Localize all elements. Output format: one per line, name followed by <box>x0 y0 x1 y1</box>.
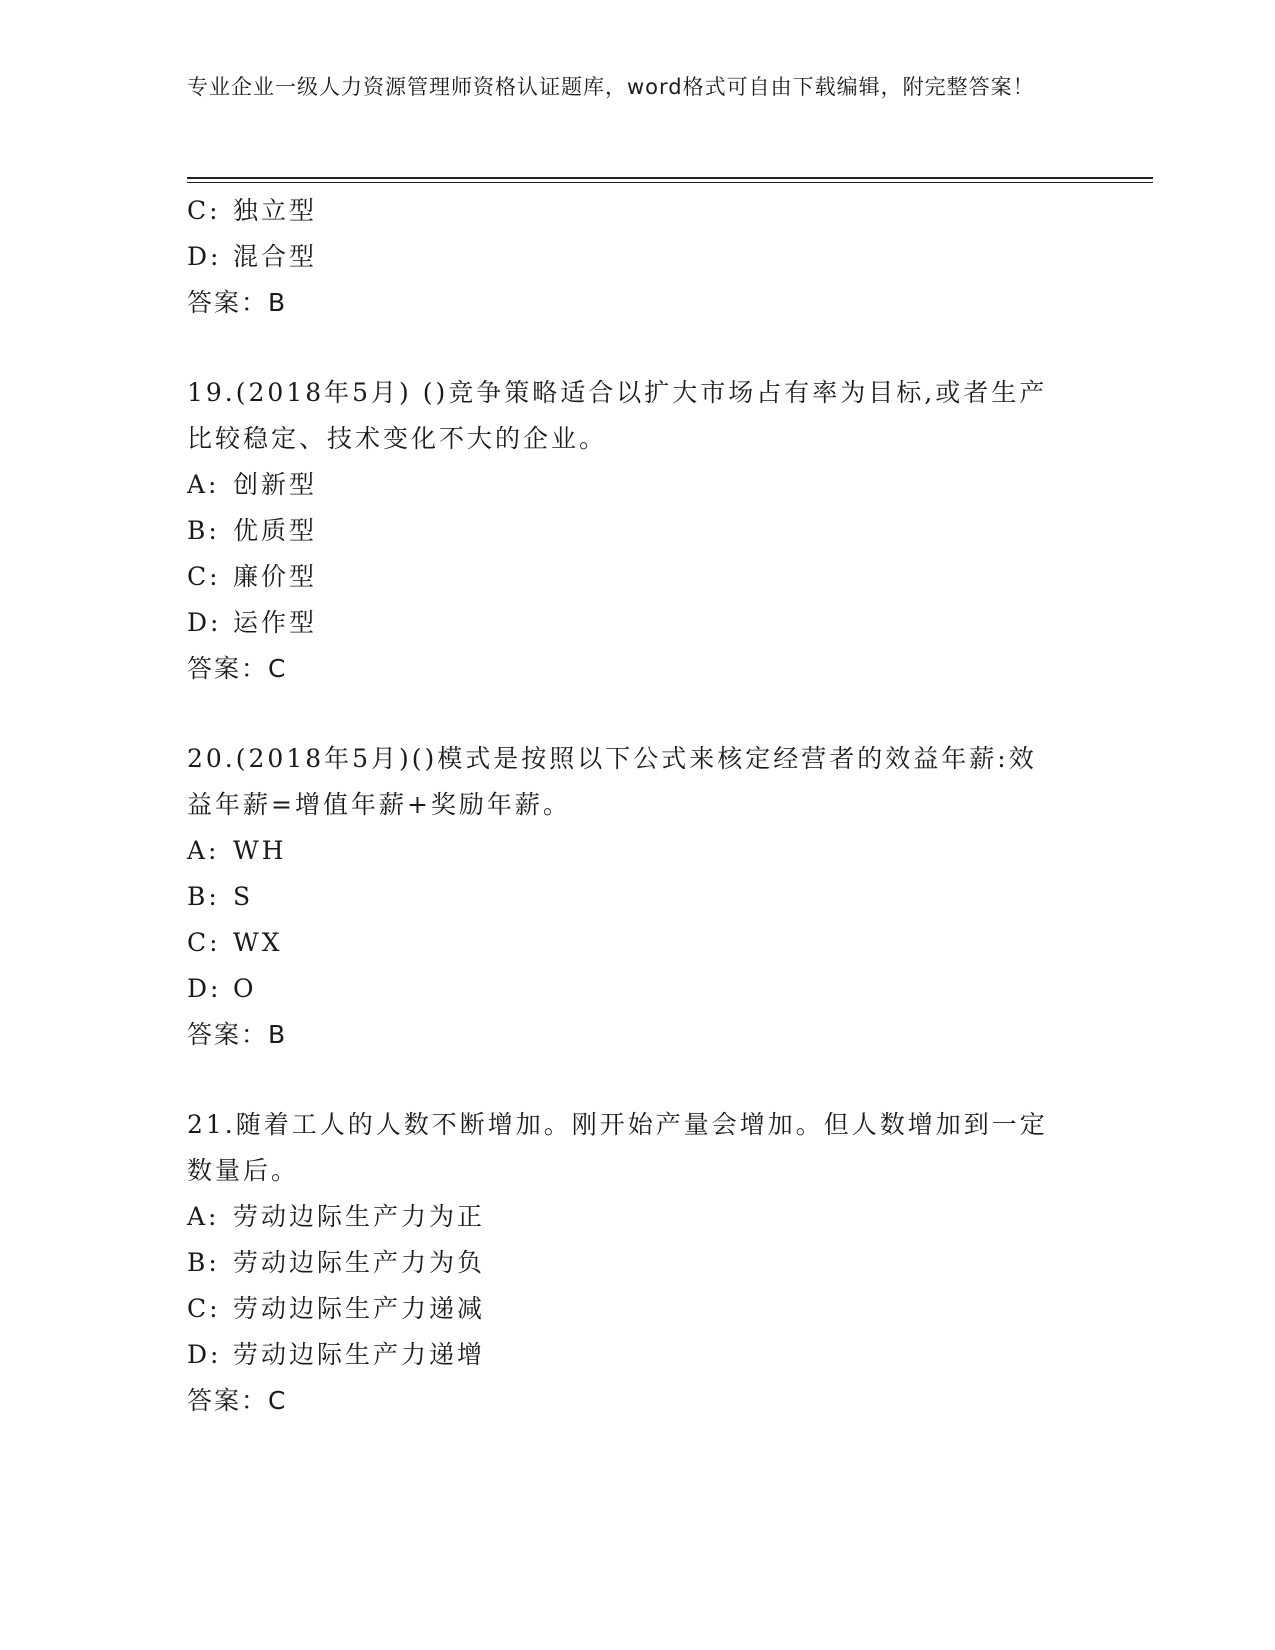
question-20 <box>187 736 1087 1058</box>
option-b <box>187 508 1087 554</box>
option-text: 创新型 <box>233 470 318 499</box>
option-text: O <box>233 974 257 1003</box>
option-key: D: <box>187 1340 222 1369</box>
option-text: 廉价型 <box>233 562 318 591</box>
question-stem-line: 数量后。 <box>187 1156 300 1185</box>
option-text: 劳动边际生产力递减 <box>233 1294 486 1323</box>
question-content <box>187 188 1087 1424</box>
option-text: 运作型 <box>233 608 318 637</box>
answer-line: 答案：B <box>187 288 288 317</box>
option-d <box>187 966 1087 1012</box>
option-key: A: <box>187 836 220 865</box>
option-key: C: <box>187 1294 221 1323</box>
option-text: 优质型 <box>233 516 318 545</box>
option-key: B: <box>187 882 220 911</box>
option-text: 独立型 <box>233 196 318 225</box>
option-key: D: <box>187 242 222 271</box>
question-stem-line: 比较稳定、技术变化不大的企业。 <box>187 424 608 453</box>
option-key: C: <box>187 562 221 591</box>
option-c <box>187 920 1087 966</box>
option-text: WH <box>233 836 287 865</box>
header-divider-thick <box>187 177 1153 179</box>
option-a <box>187 462 1087 508</box>
option-key: C: <box>187 928 221 957</box>
option-c <box>187 554 1087 600</box>
option-key: D: <box>187 974 222 1003</box>
option-a <box>187 1194 1087 1240</box>
question-stem-line: 益年薪=增值年薪+奖励年薪。 <box>187 790 571 819</box>
option-a <box>187 828 1087 874</box>
option-text: WX <box>233 928 283 957</box>
option-key: A: <box>187 1202 220 1231</box>
option-text: 劳动边际生产力递增 <box>233 1340 486 1369</box>
option-b <box>187 1240 1087 1286</box>
option-key: B: <box>187 516 220 545</box>
question-19 <box>187 370 1087 692</box>
option-b <box>187 874 1087 920</box>
carryover-block <box>187 188 1087 326</box>
option-text: 劳动边际生产力为负 <box>233 1248 486 1277</box>
option-key: A: <box>187 470 220 499</box>
answer-line: 答案：C <box>187 654 288 683</box>
option-d <box>187 600 1087 646</box>
question-stem-line: 19.(2018年5月) ()竞争策略适合以扩大市场占有率为目标,或者生产 <box>187 378 1048 407</box>
answer-line: 答案：B <box>187 1020 288 1049</box>
question-21 <box>187 1102 1087 1424</box>
option-key: D: <box>187 608 222 637</box>
option-key: B: <box>187 1248 220 1277</box>
option-d <box>187 234 1087 280</box>
option-c <box>187 1286 1087 1332</box>
option-key: C: <box>187 196 221 225</box>
question-stem-line: 21.随着工人的人数不断增加。刚开始产量会增加。但人数增加到一定 <box>187 1110 1048 1139</box>
option-c <box>187 188 1087 234</box>
option-d <box>187 1332 1087 1378</box>
answer-line: 答案：C <box>187 1386 288 1415</box>
option-text: S <box>233 882 254 911</box>
question-stem-line: 20.(2018年5月)()模式是按照以下公式来核定经营者的效益年薪:效 <box>187 744 1037 773</box>
option-text: 混合型 <box>233 242 318 271</box>
header-divider-thin <box>187 182 1153 183</box>
page-header: 专业企业一级人力资源管理师资格认证题库，word格式可自由下载编辑，附完整答案！ <box>187 75 1035 99</box>
option-text: 劳动边际生产力为正 <box>233 1202 486 1231</box>
